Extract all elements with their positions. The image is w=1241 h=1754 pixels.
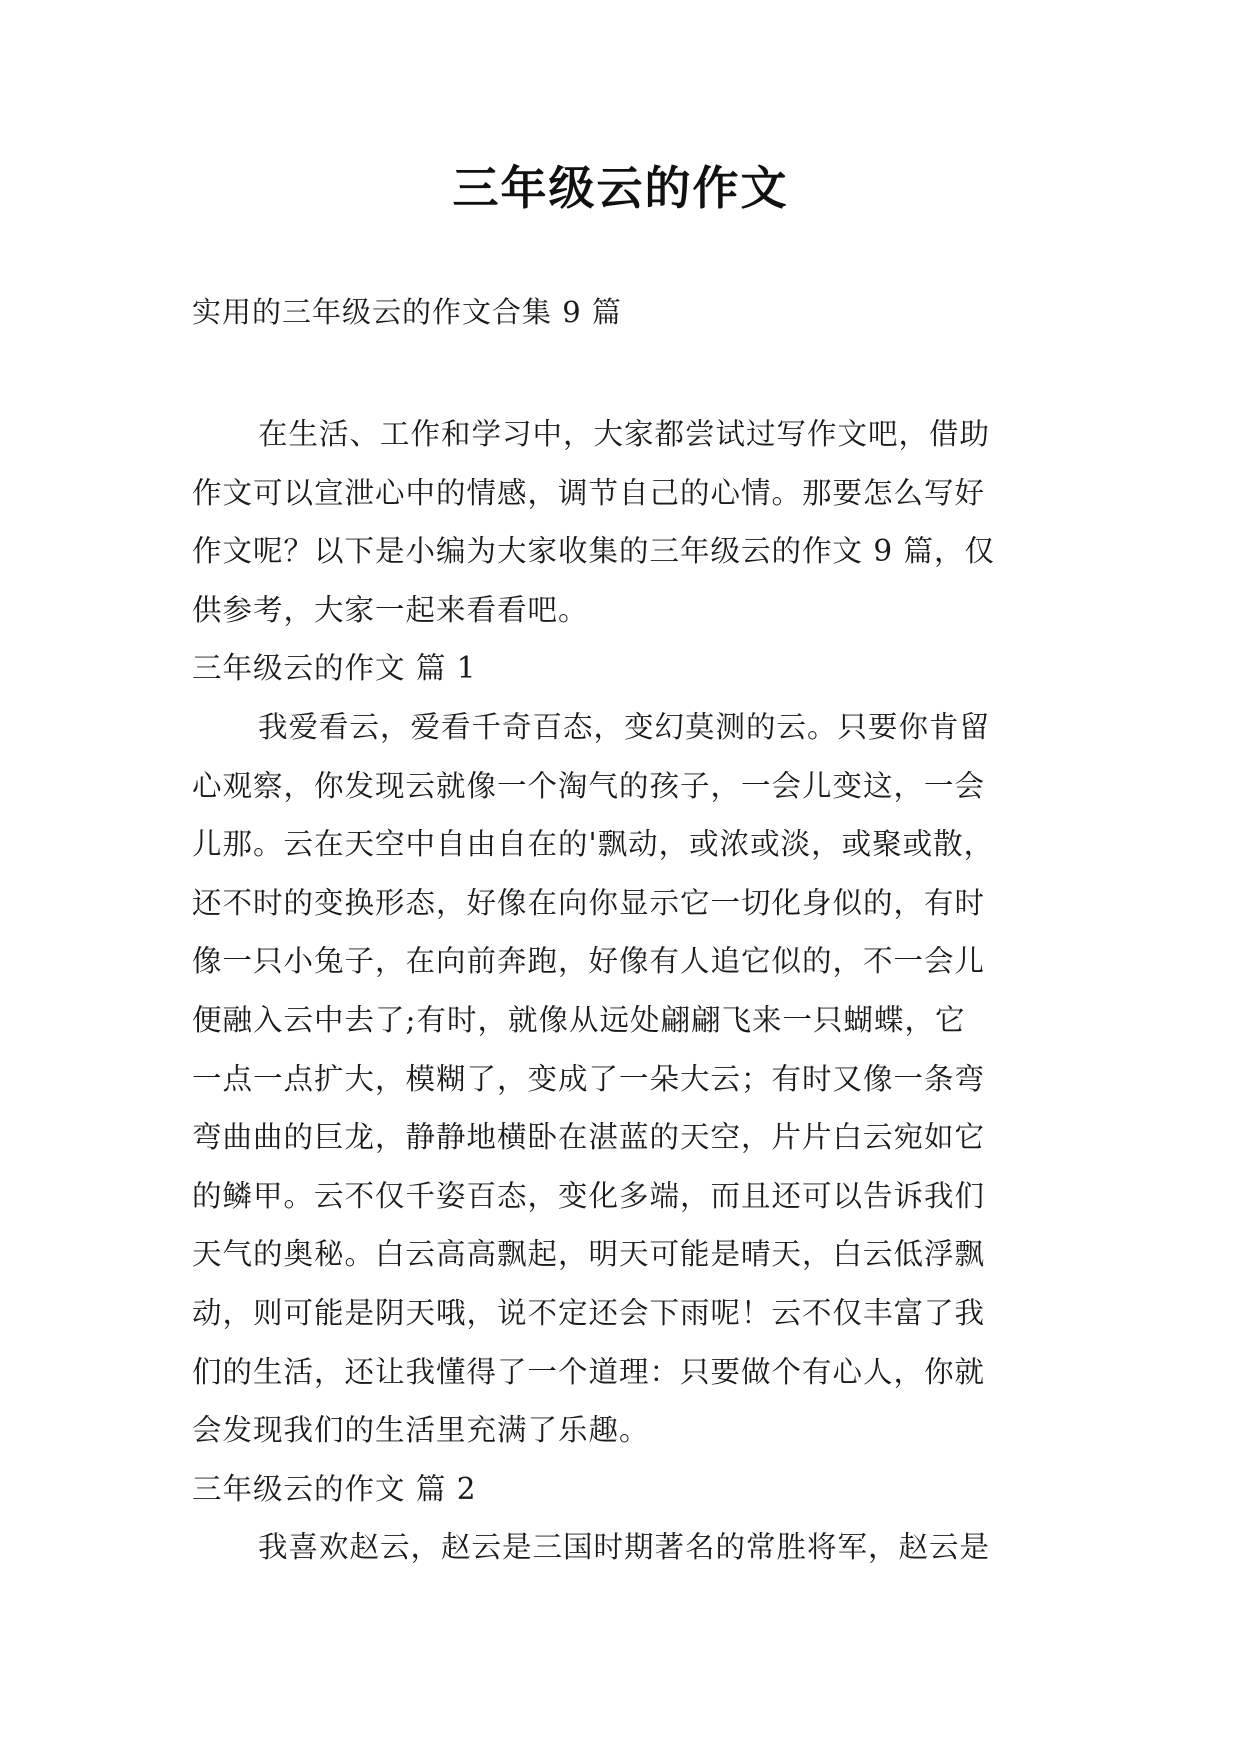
paragraph-line: 作文可以宣泄心中的情感，调节自己的心情。那要怎么写好 xyxy=(192,475,986,510)
paragraph-line: 还不时的变换形态，好像在向你显示它一切化身似的，有时 xyxy=(192,885,986,920)
paragraph-line: 天气的奥秘。白云高高飘起，明天可能是晴天，白云低浮飘 xyxy=(192,1237,986,1272)
paragraph-line: 我爱看云，爱看千奇百态，变幻莫测的云。只要你肯留 xyxy=(258,709,991,744)
paragraph-line: 会发现我们的生活里充满了乐趣。 xyxy=(192,1413,650,1448)
paragraph-line: 一点一点扩大，模糊了，变成了一朵大云；有时又像一条弯 xyxy=(192,1061,986,1096)
paragraph-line: 像一只小兔子，在向前奔跑，好像有人追它似的，不一会儿 xyxy=(192,944,986,979)
paragraph-line: 儿那。云在天空中自由自在的'飘动，或浓或淡，或聚或散， xyxy=(192,827,995,862)
paragraph-line: 动，则可能是阴天哦，说不定还会下雨呢！云不仅丰富了我 xyxy=(192,1295,986,1330)
document-subtitle: 实用的三年级云的作文合集 9 篇 xyxy=(192,295,622,329)
paragraph-line: 在生活、工作和学习中，大家都尝试过写作文吧，借助 xyxy=(258,417,991,451)
paragraph-line: 的鳞甲。云不仅千姿百态，变化多端，而且还可以告诉我们 xyxy=(192,1178,986,1213)
paragraph-line: 心观察，你发现云就像一个淘气的孩子，一会儿变这，一会 xyxy=(192,768,986,803)
paragraph-line: 们的生活，还让我懂得了一个道理：只要做个有心人，你就 xyxy=(192,1354,986,1389)
paragraph-line: 弯曲曲的巨龙，静静地横卧在湛蓝的天空，片片白云宛如它 xyxy=(192,1120,986,1155)
paragraph-line: 我喜欢赵云，赵云是三国时期著名的常胜将军，赵云是 xyxy=(258,1530,991,1565)
document-title: 三年级云的作文 xyxy=(452,161,789,215)
section-heading: 三年级云的作文 篇 1 xyxy=(192,651,477,686)
paragraph-line: 供参考，大家一起来看看吧。 xyxy=(192,592,589,627)
section-heading: 三年级云的作文 篇 2 xyxy=(192,1471,477,1506)
document-body xyxy=(192,405,1054,1577)
paragraph-line: 便融入云中去了;有时，就像从远处翩翩飞来一只蝴蝶，它 xyxy=(192,1002,966,1037)
paragraph-line: 作文呢？以下是小编为大家收集的三年级云的作文 9 篇，仅 xyxy=(192,534,996,569)
